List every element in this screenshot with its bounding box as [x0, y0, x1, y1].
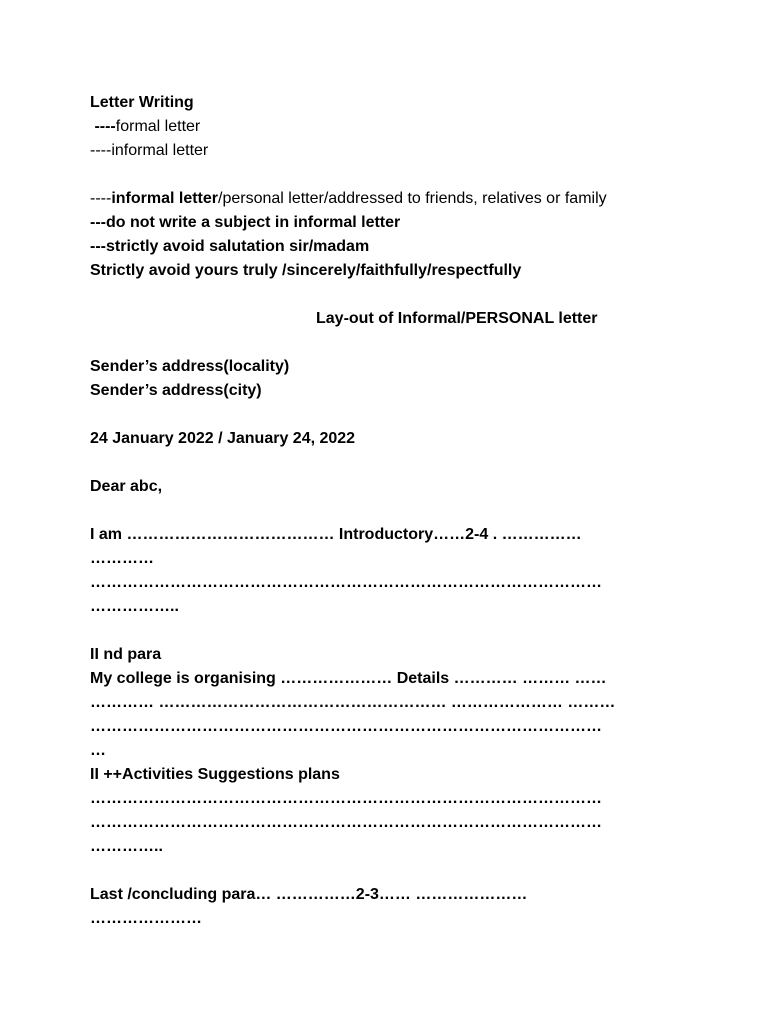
para2-line: My college is organising ………………… Details ………… ……… ……	[90, 670, 607, 687]
last-para-line: Last /concluding para… ……………2-3…… …………………	[90, 886, 528, 903]
definition-dash-prefix: ----	[90, 190, 112, 207]
sender-address-locality: Sender’s address(locality)	[90, 358, 290, 375]
para3-line: …………..	[90, 838, 163, 855]
para2-line: ……………………………………………………………………………………	[90, 718, 602, 735]
definition-bold-term: informal letter	[111, 190, 218, 207]
document-title: Letter Writing	[90, 94, 194, 111]
last-para-line: …………………	[90, 910, 202, 927]
letter-type-informal: ----informal letter	[90, 142, 209, 159]
para1-line: I am ………………………………… Introductory……2-4 . ……………	[90, 526, 582, 543]
para2-line: …	[90, 742, 106, 759]
para1-line: …………	[90, 550, 154, 567]
para2-line: ………… ……………………………………………… ………………… ………	[90, 694, 616, 711]
formal-dash-prefix: ----	[90, 118, 116, 135]
sender-address-city: Sender’s address(city)	[90, 382, 262, 399]
para2-heading: II nd para	[90, 646, 162, 663]
rule-no-salutation: ---strictly avoid salutation sir/madam	[90, 238, 370, 255]
para3-heading: II ++Activities Suggestions plans	[90, 766, 340, 783]
layout-heading: Lay-out of Informal/PERSONAL letter	[316, 310, 598, 327]
informal-definition	[90, 189, 607, 209]
para3-line: ……………………………………………………………………………………	[90, 790, 602, 807]
para3-line: ……………………………………………………………………………………	[90, 814, 602, 831]
letter-greeting: Dear abc,	[90, 478, 163, 495]
letter-date: 24 January 2022 / January 24, 2022	[90, 430, 356, 447]
definition-rest: /personal letter/addressed to friends, relatives or family	[218, 190, 607, 207]
para1-line: ……………..	[90, 598, 179, 615]
rule-no-subject: ---do not write a subject in informal letter	[90, 214, 401, 231]
para1-line: ……………………………………………………………………………………	[90, 574, 602, 591]
formal-label: formal letter	[115, 118, 201, 135]
letter-type-formal	[90, 117, 200, 137]
rule-no-formal-closing: Strictly avoid yours truly /sincerely/faithfully/respectfully	[90, 262, 522, 279]
